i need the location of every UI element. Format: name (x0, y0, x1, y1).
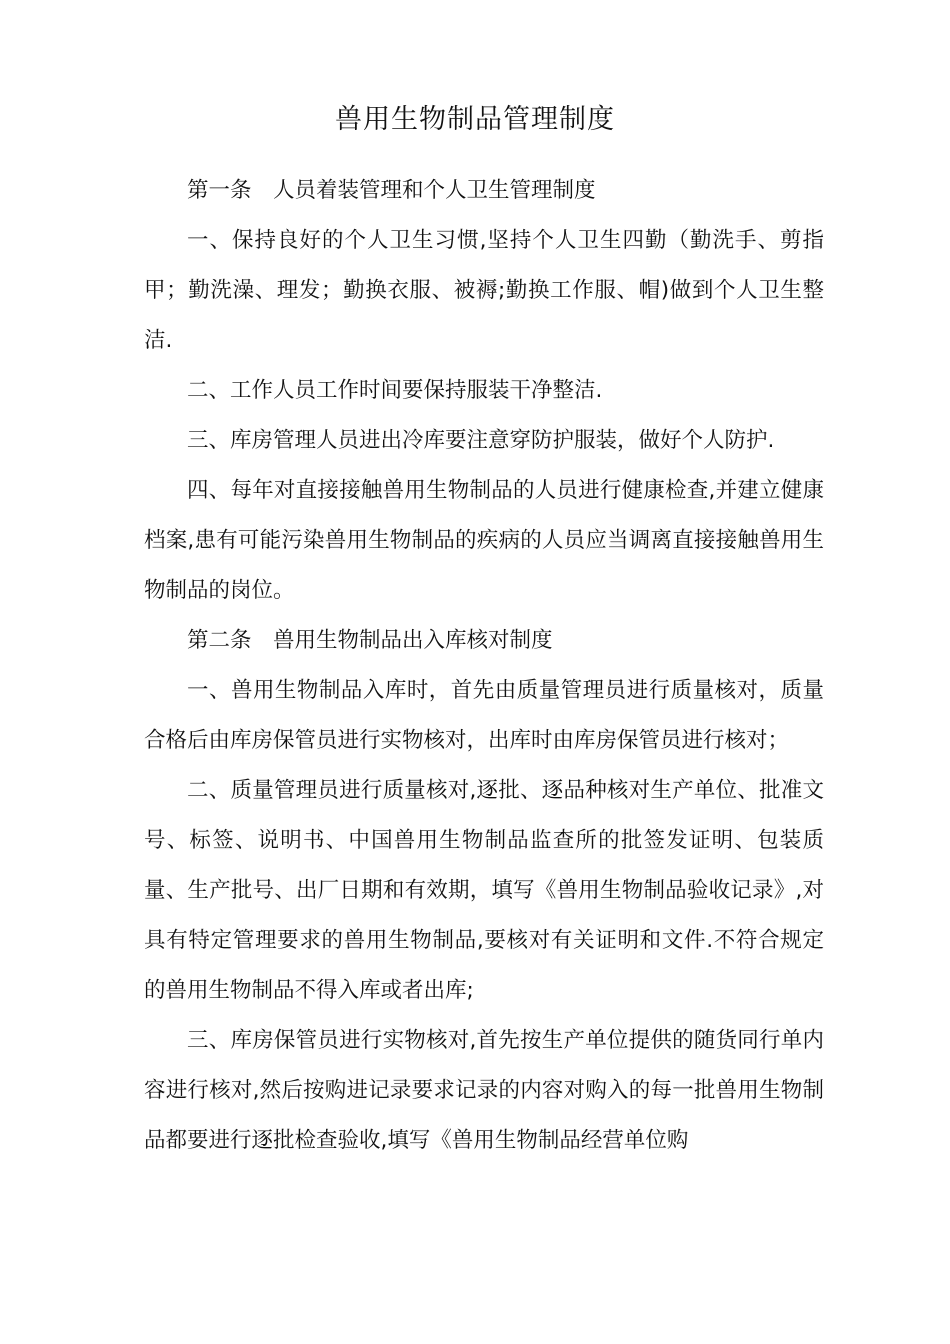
paragraph: 一、保持良好的个人卫生习惯,坚持个人卫生四勤（勤洗手、剪指甲；勤洗澡、理发；勤换衣服、被褥;勤换工作服、帽)做到个人卫生整洁. (144, 228, 824, 353)
paragraph: 三、库房管理人员进出冷库要注意穿防护服装，做好个人防护. (187, 428, 775, 453)
paragraph: 二、质量管理员进行质量核对,逐批、逐品种核对生产单位、批准文号、标签、说明书、中国兽用生物制品监查所的批签发证明、包装质量、生产批号、出厂日期和有效期，填写《兽用生物制品验收记录》,对具有特定管理要求的兽用生物制品,要核对有关证明和文件.不符合规定的兽用生物制品不得入库或者出库; (144, 778, 824, 1003)
document-body (144, 166, 824, 1166)
paragraph: 一、兽用生物制品入库时，首先由质量管理员进行质量核对，质量合格后由库房保管员进行实物核对，出库时由库房保管员进行核对； (144, 678, 824, 753)
article-heading-2: 第二条 兽用生物制品出入库核对制度 (187, 628, 553, 653)
article-heading-1: 第一条 人员着装管理和个人卫生管理制度 (187, 178, 596, 203)
paragraph: 二、工作人员工作时间要保持服装干净整洁. (187, 378, 603, 403)
paragraph: 四、每年对直接接触兽用生物制品的人员进行健康检查,并建立健康档案,患有可能污染兽用生物制品的疾病的人员应当调离直接接触兽用生物制品的岗位。 (144, 478, 824, 603)
paragraph: 三、库房保管员进行实物核对,首先按生产单位提供的随货同行单内容进行核对,然后按购进记录要求记录的内容对购入的每一批兽用生物制品都要进行逐批检查验收,填写《兽用生物制品经营单位购 (144, 1028, 824, 1153)
document-title: 兽用生物制品管理制度 (335, 104, 615, 135)
